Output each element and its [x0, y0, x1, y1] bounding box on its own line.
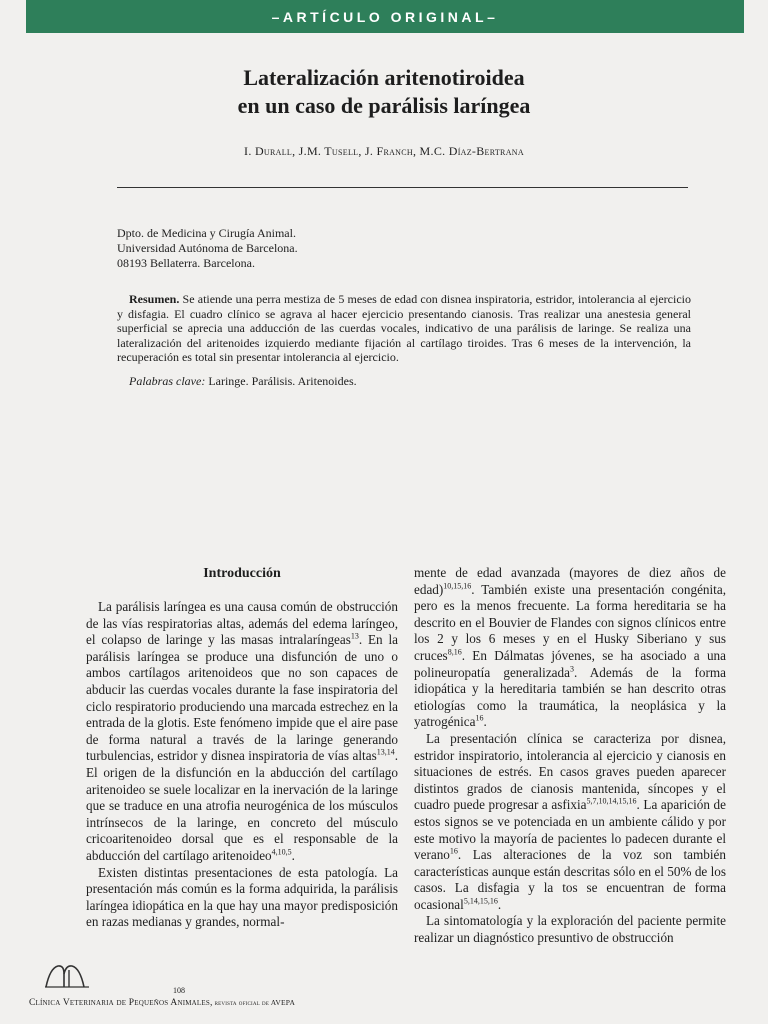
paragraph-text: . En la parálisis laríngea se produce una disfunción de uno o ambos cartílagos aritenoideos que no son capaces de abducir las cuerdas vocales durante la fase inspiratoria del ciclo respiratorio produciendo una marcada estrechez en la entrada de la glotis. Este fenómeno impide que el aire pase de forma natural a través de la laringe generando turbulencias, estridor y disnea inspiratoria de vías altas	[86, 632, 398, 764]
journal-name: Clínica Veterinaria de Pequeños Animales,	[29, 998, 213, 1008]
keywords-text: Laringe. Parálisis. Aritenoides.	[205, 374, 357, 388]
paragraph-text: La presentación clínica se caracteriza por disnea, estridor inspiratorio, intolerancia al ejercicio y cianosis en situaciones de estrés. En casos graves pueden aparecer distintos grados de cianosis mantenida, síncopes y el cuadro puede progresar a asfixia	[414, 730, 726, 813]
citation: 10,15,16	[443, 581, 472, 591]
citation: 16	[475, 713, 484, 723]
abstract-text: Se atiende una perra mestiza de 5 meses de edad con disnea inspiratoria, estridor, intolerancia al ejercicio y disfagia. El cuadro clínico se agrava al hacer ejercicio presentando cianosis. Tras realizar una anestesia general superficial se aprecia una adducción de las cuerdas vocales, indicativo de una parálisis de laringe. Se realiza una lateralización del aritenoides izquierdo mediante fijación al cartílago tiroides. Tras 6 meses de la intervención, la recuperación es total sin presentar intolerancia al ejercicio.	[117, 292, 691, 365]
left-column	[86, 565, 398, 931]
section-label: –ARTÍCULO ORIGINAL–	[271, 8, 499, 25]
right-column	[414, 565, 726, 947]
paragraph-text: . El origen de la disfunción en la abducción del cartílago aritenoideo se suele localizar en la inervación de la laringe que se traduce en una atrofia neurogénica de los músculos intrínsecos de la laringe, en concreto del músculo cricoaritenoideo dorsal que es el responsable de la abducción del cartílago aritenoideo	[86, 748, 398, 863]
keywords-label: Palabras clave:	[129, 374, 206, 388]
abstract-label: Resumen.	[129, 292, 180, 306]
affiliation-line-3: 08193 Bellaterra. Barcelona.	[117, 256, 255, 270]
paragraph: Existen distintas presentaciones de esta patología. La presentación más común es la forma adquirida, la parálisis laríngea idiopática en la que hay una mayor predisposición en razas medianas y grandes, normal-	[86, 864, 398, 930]
citation: 8,16	[447, 647, 462, 657]
citation: 3	[569, 664, 574, 674]
citation: 4,10,5	[271, 847, 292, 857]
journal-subtitle: revista oficial de AVEPA	[212, 998, 296, 1007]
footer	[29, 998, 589, 1008]
page-number: 108	[173, 986, 185, 995]
title-line-1: Lateralización aritenotiroidea	[243, 65, 525, 90]
paragraph	[86, 599, 398, 865]
citation: 5,14,15,16	[463, 896, 498, 906]
authors: I. Durall, J.M. Tusell, J. Franch, M.C. Díaz-Bertrana	[244, 144, 524, 158]
section-heading: Introducción	[203, 566, 281, 581]
paragraph-text: La parálisis laríngea es una causa común de obstrucción de las vías respiratorias altas, además del edema laríngeo, el colapso de laringe y las masas intralaríngeas	[86, 599, 398, 648]
affiliation-line-1: Dpto. de Medicina y Cirugía Animal.	[117, 226, 296, 240]
citation: 13	[350, 631, 359, 641]
paragraph-text: . En Dálmatas jóvenes, se ha asociado a una polineuropatía generalizada	[414, 647, 726, 680]
paragraph-text: . Además de la forma idiopática y la hereditaria también se han descrito otras etiologías como la traumática, la neoplásica y la yatrogénica	[414, 664, 726, 730]
abstract	[117, 292, 691, 365]
journal-logo-icon	[44, 962, 90, 988]
title-divider	[117, 187, 688, 188]
paragraph: La sintomatología y la exploración del paciente permite realizar un diagnóstico presuntivo de obstrucción	[414, 913, 726, 946]
paragraph-text: .	[483, 714, 487, 730]
paragraph-text: . La aparición de estos signos se ve potenciada en un ambiente cálido y por este motivo la mayoría de pacientes lo padecen durante el verano	[414, 797, 726, 863]
paragraph-text: . Las alteraciones de la voz son también características aunque están descritas sólo en el 50% de los casos. La disfagia y la tos se encuentran de forma ocasional	[414, 847, 726, 912]
affiliation	[117, 226, 517, 271]
paragraph-text: . También existe una presentación congénita, pero es la menos frecuente. La forma hereditaria se ha descrito en el Bouvier de Flandes con signos clínicos entre los 2 y los 6 meses y en el Husky Siberiano y sus cruces	[414, 581, 726, 663]
citation: 5,7,10,14,15,16	[586, 796, 637, 806]
paragraph	[414, 565, 726, 731]
paragraph	[414, 731, 726, 914]
section-banner	[26, 0, 744, 33]
paragraph-text: .	[497, 896, 502, 912]
affiliation-line-2: Universidad Autónoma de Barcelona.	[117, 241, 298, 255]
paragraph-text: mente de edad avanzada (mayores de diez años de edad)	[414, 565, 726, 597]
paragraph-text: .	[291, 847, 295, 863]
citation: 16	[449, 846, 458, 856]
citation: 13,14	[376, 747, 395, 757]
keywords	[129, 374, 629, 389]
article-title	[0, 64, 768, 120]
title-line-2: en un caso de parálisis laríngea	[237, 93, 531, 118]
